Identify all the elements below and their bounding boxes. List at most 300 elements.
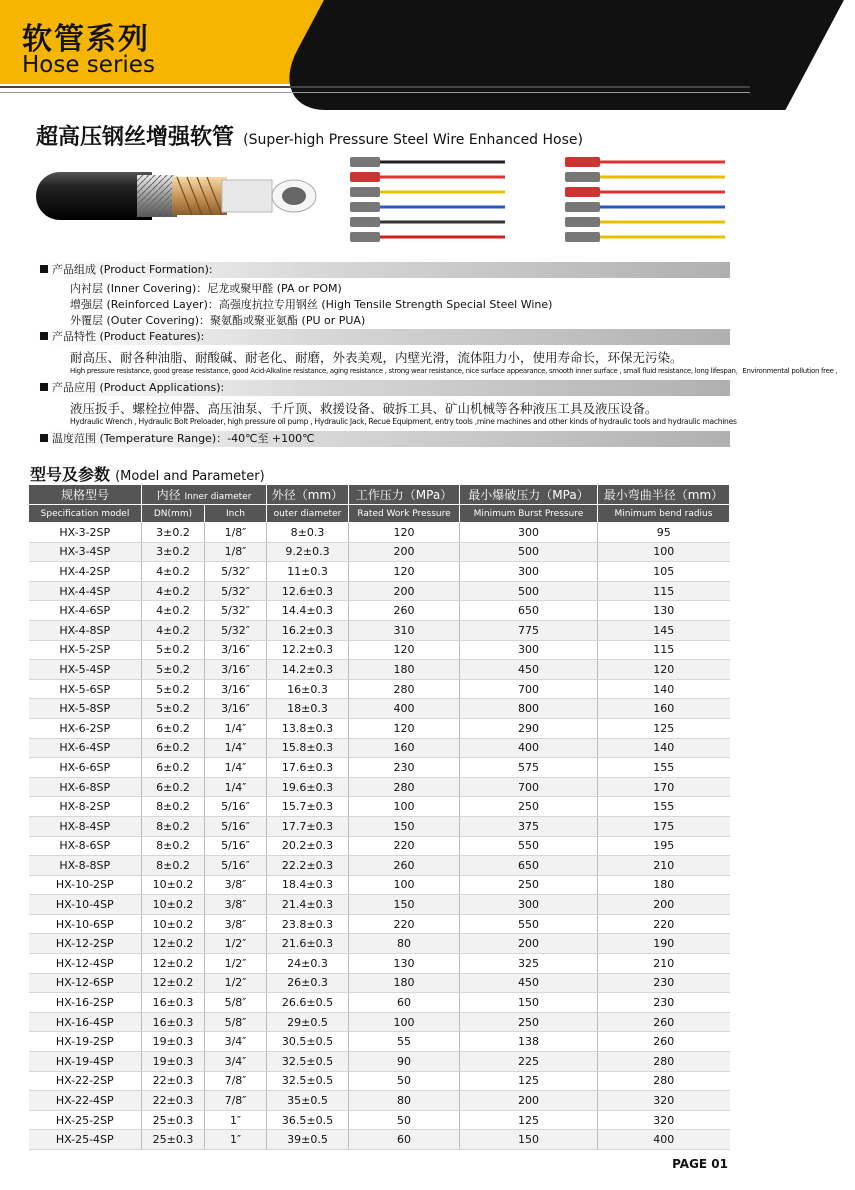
cell-model: HX-3-2SP: [29, 523, 142, 543]
cell-burst: 225: [460, 1052, 598, 1072]
cell-bend: 130: [598, 601, 730, 621]
cell-work: 60: [349, 993, 460, 1013]
cell-dn: 16±0.3: [142, 993, 205, 1013]
cell-model: HX-4-8SP: [29, 620, 142, 640]
cell-outer: 11±0.3: [267, 562, 349, 582]
cell-dn: 8±0.2: [142, 856, 205, 876]
cell-bend: 230: [598, 973, 730, 993]
cell-burst: 775: [460, 620, 598, 640]
cell-work: 220: [349, 836, 460, 856]
product-title: [36, 120, 583, 151]
cell-inch: 5/32″: [205, 620, 267, 640]
cell-dn: 3±0.2: [142, 542, 205, 562]
cell-bend: 105: [598, 562, 730, 582]
col-spec-cn: 规格型号: [29, 485, 142, 505]
cell-work: 120: [349, 640, 460, 660]
page-header: [0, 0, 750, 84]
cell-inch: 3/16″: [205, 699, 267, 719]
cell-outer: 15.7±0.3: [267, 797, 349, 817]
cell-dn: 19±0.3: [142, 1032, 205, 1052]
cell-dn: 8±0.2: [142, 836, 205, 856]
features-en: High pressure resistance, good grease resistance, good Acid-Alkaline resistance, aging resistance , strong wear resistance, nice surface appearance, smooth inner surface , small fluid resistance, long lifespan，Environmental pollution free ,: [70, 367, 838, 375]
cell-work: 80: [349, 934, 460, 954]
header-divider-thin: [0, 92, 750, 93]
cell-outer: 17.6±0.3: [267, 758, 349, 778]
model-section-title: [30, 462, 265, 485]
table-row: [29, 718, 730, 738]
hose-cutaway-image: [32, 160, 322, 232]
cell-outer: 35±0.5: [267, 1091, 349, 1111]
cell-bend: 280: [598, 1052, 730, 1072]
cell-work: 150: [349, 895, 460, 915]
cell-work: 100: [349, 797, 460, 817]
table-row: [29, 660, 730, 680]
cell-model: HX-8-6SP: [29, 836, 142, 856]
cell-model: HX-22-4SP: [29, 1091, 142, 1111]
col-outer-cn: 外径（mm）: [267, 485, 349, 505]
bullet-square-icon: [40, 434, 48, 442]
cell-burst: 500: [460, 542, 598, 562]
cell-bend: 180: [598, 875, 730, 895]
cell-outer: 36.5±0.5: [267, 1110, 349, 1130]
cell-bend: 170: [598, 777, 730, 797]
hose-assembly-image-1: [340, 150, 505, 250]
cell-bend: 100: [598, 542, 730, 562]
cell-model: HX-16-2SP: [29, 993, 142, 1013]
cell-dn: 12±0.2: [142, 954, 205, 974]
cell-outer: 12.6±0.3: [267, 581, 349, 601]
cell-model: HX-8-2SP: [29, 797, 142, 817]
cell-burst: 125: [460, 1110, 598, 1130]
col-spec-en: Specification model: [29, 505, 142, 523]
cell-inch: 1/2″: [205, 934, 267, 954]
cell-inch: 5/32″: [205, 562, 267, 582]
cell-inch: 5/16″: [205, 856, 267, 876]
section-temperature-title: 温度范围 (Temperature Range)：-40℃至 +100℃: [52, 432, 315, 445]
cell-dn: 25±0.3: [142, 1110, 205, 1130]
table-row: [29, 1032, 730, 1052]
cell-bend: 190: [598, 934, 730, 954]
parameter-table: [28, 484, 730, 1150]
cell-model: HX-12-4SP: [29, 954, 142, 974]
cell-outer: 14.4±0.3: [267, 601, 349, 621]
table-row: [29, 1130, 730, 1150]
cell-dn: 5±0.2: [142, 699, 205, 719]
cell-burst: 250: [460, 875, 598, 895]
cell-outer: 32.5±0.5: [267, 1052, 349, 1072]
cell-inch: 1″: [205, 1110, 267, 1130]
cell-burst: 450: [460, 973, 598, 993]
cell-model: HX-10-6SP: [29, 914, 142, 934]
cell-model: HX-19-4SP: [29, 1052, 142, 1072]
model-title-en: (Model and Parameter): [115, 469, 265, 484]
cell-work: 55: [349, 1032, 460, 1052]
cell-outer: 16±0.3: [267, 679, 349, 699]
cell-outer: 26±0.3: [267, 973, 349, 993]
table-row: [29, 523, 730, 543]
cell-work: 90: [349, 1052, 460, 1072]
table-row: [29, 1071, 730, 1091]
table-row: [29, 699, 730, 719]
cell-inch: 1/4″: [205, 777, 267, 797]
cell-inch: 5/32″: [205, 581, 267, 601]
cell-bend: 120: [598, 660, 730, 680]
cell-model: HX-6-4SP: [29, 738, 142, 758]
cell-outer: 17.7±0.3: [267, 816, 349, 836]
cell-work: 130: [349, 954, 460, 974]
cell-burst: 290: [460, 718, 598, 738]
cell-burst: 375: [460, 816, 598, 836]
cell-inch: 3/16″: [205, 679, 267, 699]
cell-outer: 30.5±0.5: [267, 1032, 349, 1052]
cell-bend: 260: [598, 1032, 730, 1052]
cell-outer: 23.8±0.3: [267, 914, 349, 934]
table-row: [29, 914, 730, 934]
cell-bend: 260: [598, 1012, 730, 1032]
cell-work: 280: [349, 679, 460, 699]
table-row: [29, 640, 730, 660]
col-dn: DN(mm): [142, 505, 205, 523]
col-burst-cn: 最小爆破压力（MPa）: [460, 485, 598, 505]
product-title-en: (Super-high Pressure Steel Wire Enhanced Hose): [243, 132, 583, 148]
cell-model: HX-12-2SP: [29, 934, 142, 954]
cell-bend: 320: [598, 1110, 730, 1130]
cell-dn: 6±0.2: [142, 718, 205, 738]
cell-burst: 300: [460, 523, 598, 543]
col-inner-en: Inner diameter: [184, 492, 252, 502]
cell-inch: 5/8″: [205, 993, 267, 1013]
bullet-square-icon: [40, 332, 48, 340]
table-row: [29, 934, 730, 954]
cell-burst: 300: [460, 895, 598, 915]
cell-outer: 32.5±0.5: [267, 1071, 349, 1091]
cell-inch: 7/8″: [205, 1091, 267, 1111]
table-row: [29, 875, 730, 895]
cell-outer: 16.2±0.3: [267, 620, 349, 640]
col-burst-en: Minimum Burst Pressure: [460, 505, 598, 523]
cell-dn: 12±0.2: [142, 973, 205, 993]
cell-work: 100: [349, 1012, 460, 1032]
cell-work: 310: [349, 620, 460, 640]
cell-inch: 5/16″: [205, 836, 267, 856]
cell-work: 50: [349, 1110, 460, 1130]
applications-cn: 液压扳手、螺栓拉伸器、高压油泵、千斤顶、救援设备、破拆工具、矿山机械等各种液压工具及液压设备。: [70, 401, 658, 416]
col-work-en: Rated Work Pressure: [349, 505, 460, 523]
cell-inch: 1/4″: [205, 738, 267, 758]
cell-inch: 5/32″: [205, 601, 267, 621]
cell-burst: 575: [460, 758, 598, 778]
col-inner-cn: 内径: [156, 488, 181, 502]
table-row: [29, 601, 730, 621]
cell-model: HX-3-4SP: [29, 542, 142, 562]
cell-burst: 500: [460, 581, 598, 601]
cell-model: HX-5-4SP: [29, 660, 142, 680]
cell-model: HX-5-8SP: [29, 699, 142, 719]
cell-burst: 200: [460, 1091, 598, 1111]
cell-work: 400: [349, 699, 460, 719]
cell-model: HX-8-8SP: [29, 856, 142, 876]
cell-burst: 400: [460, 738, 598, 758]
cell-dn: 12±0.2: [142, 934, 205, 954]
section-formation-title: 产品组成 (Product Formation):: [52, 263, 213, 276]
table-row: [29, 816, 730, 836]
cell-inch: 1″: [205, 1130, 267, 1150]
table-row: [29, 562, 730, 582]
header-title-en: Hose series: [22, 52, 155, 78]
cell-bend: 115: [598, 581, 730, 601]
cell-burst: 450: [460, 660, 598, 680]
col-bend-en: Minimum bend radius: [598, 505, 730, 523]
cell-work: 160: [349, 738, 460, 758]
cell-burst: 800: [460, 699, 598, 719]
cell-dn: 19±0.3: [142, 1052, 205, 1072]
cell-model: HX-25-4SP: [29, 1130, 142, 1150]
cell-model: HX-4-2SP: [29, 562, 142, 582]
table-row: [29, 895, 730, 915]
cell-burst: 125: [460, 1071, 598, 1091]
cell-burst: 300: [460, 562, 598, 582]
cell-dn: 22±0.3: [142, 1071, 205, 1091]
cell-inch: 3/16″: [205, 660, 267, 680]
model-title-cn: 型号及参数: [30, 465, 111, 484]
cell-work: 80: [349, 1091, 460, 1111]
cell-burst: 150: [460, 993, 598, 1013]
cell-burst: 550: [460, 836, 598, 856]
cell-burst: 138: [460, 1032, 598, 1052]
cell-inch: 3/8″: [205, 914, 267, 934]
table-row: [29, 581, 730, 601]
cell-outer: 29±0.5: [267, 1012, 349, 1032]
cell-work: 120: [349, 523, 460, 543]
applications-en: Hydraulic Wrench , Hydraulic Bolt Preloader, high pressure oil pump , Hydraulic Jack, Recue Equipment, entry tools ,mine machines and other kinds of hydraulic tools and hydraulic machines: [70, 417, 737, 426]
table-body: [29, 523, 730, 1150]
cell-outer: 22.2±0.3: [267, 856, 349, 876]
cell-work: 260: [349, 856, 460, 876]
cell-bend: 220: [598, 914, 730, 934]
section-features-title: 产品特性 (Product Features):: [52, 330, 205, 343]
table-row: [29, 993, 730, 1013]
cell-outer: 26.6±0.5: [267, 993, 349, 1013]
cell-inch: 7/8″: [205, 1071, 267, 1091]
cell-bend: 160: [598, 699, 730, 719]
cell-dn: 5±0.2: [142, 679, 205, 699]
cell-work: 200: [349, 581, 460, 601]
formation-outer: 外覆层 (Outer Covering)：聚氨酯或聚亚氨酯 (PU or PUA): [70, 314, 366, 327]
table-row: [29, 1091, 730, 1111]
features-cn: 耐高压、耐各种油脂、耐酸碱、耐老化、耐磨，外表美观，内壁光滑，流体阻力小，使用寿命长，环保无污染。: [70, 350, 683, 365]
cell-model: HX-4-4SP: [29, 581, 142, 601]
cell-inch: 3/8″: [205, 875, 267, 895]
cell-bend: 175: [598, 816, 730, 836]
col-outer-en: outer diameter: [267, 505, 349, 523]
cell-work: 120: [349, 562, 460, 582]
bullet-square-icon: [40, 265, 48, 273]
cell-dn: 5±0.2: [142, 660, 205, 680]
cell-inch: 1/2″: [205, 954, 267, 974]
section-formation-bar: [36, 262, 730, 278]
cell-burst: 700: [460, 777, 598, 797]
cell-outer: 39±0.5: [267, 1130, 349, 1150]
cell-outer: 20.2±0.3: [267, 836, 349, 856]
cell-dn: 16±0.3: [142, 1012, 205, 1032]
cell-bend: 230: [598, 993, 730, 1013]
cell-bend: 155: [598, 797, 730, 817]
cell-model: HX-25-2SP: [29, 1110, 142, 1130]
col-inch: Inch: [205, 505, 267, 523]
cell-model: HX-8-4SP: [29, 816, 142, 836]
cell-burst: 650: [460, 601, 598, 621]
table-row: [29, 973, 730, 993]
cell-outer: 15.8±0.3: [267, 738, 349, 758]
cell-burst: 550: [460, 914, 598, 934]
cell-work: 120: [349, 718, 460, 738]
cell-inch: 5/16″: [205, 797, 267, 817]
cell-dn: 10±0.2: [142, 875, 205, 895]
cell-inch: 1/2″: [205, 973, 267, 993]
cell-model: HX-6-6SP: [29, 758, 142, 778]
table-row: [29, 856, 730, 876]
cell-inch: 3/8″: [205, 895, 267, 915]
cell-work: 200: [349, 542, 460, 562]
table-row: [29, 1052, 730, 1072]
header-title-cn: 软管系列: [22, 22, 150, 57]
cell-bend: 155: [598, 758, 730, 778]
cell-model: HX-12-6SP: [29, 973, 142, 993]
cell-bend: 210: [598, 954, 730, 974]
cell-dn: 6±0.2: [142, 758, 205, 778]
header-divider: [0, 86, 750, 88]
table-row: [29, 777, 730, 797]
header-black-swoosh: [265, 0, 854, 110]
table-row: [29, 738, 730, 758]
cell-model: HX-10-2SP: [29, 875, 142, 895]
cell-work: 150: [349, 816, 460, 836]
cell-dn: 10±0.2: [142, 895, 205, 915]
cell-bend: 195: [598, 836, 730, 856]
cell-dn: 8±0.2: [142, 816, 205, 836]
cell-work: 60: [349, 1130, 460, 1150]
cell-model: HX-22-2SP: [29, 1071, 142, 1091]
section-features-bar: [36, 329, 730, 345]
cell-bend: 210: [598, 856, 730, 876]
table-row: [29, 620, 730, 640]
cell-bend: 95: [598, 523, 730, 543]
cell-dn: 4±0.2: [142, 601, 205, 621]
table-row: [29, 954, 730, 974]
cell-bend: 115: [598, 640, 730, 660]
col-bend-cn: 最小弯曲半径（mm）: [598, 485, 730, 505]
cell-dn: 6±0.2: [142, 738, 205, 758]
cell-outer: 8±0.3: [267, 523, 349, 543]
cell-burst: 650: [460, 856, 598, 876]
cell-burst: 200: [460, 934, 598, 954]
table-row: [29, 1012, 730, 1032]
col-work-cn: 工作压力（MPa）: [349, 485, 460, 505]
cell-work: 260: [349, 601, 460, 621]
cell-outer: 24±0.3: [267, 954, 349, 974]
cell-inch: 1/8″: [205, 523, 267, 543]
cell-outer: 21.6±0.3: [267, 934, 349, 954]
cell-dn: 6±0.2: [142, 777, 205, 797]
cell-work: 180: [349, 973, 460, 993]
cell-burst: 250: [460, 1012, 598, 1032]
cell-outer: 18.4±0.3: [267, 875, 349, 895]
cell-model: HX-5-6SP: [29, 679, 142, 699]
cell-dn: 3±0.2: [142, 523, 205, 543]
cell-dn: 4±0.2: [142, 562, 205, 582]
cell-outer: 18±0.3: [267, 699, 349, 719]
cell-work: 280: [349, 777, 460, 797]
cell-inch: 3/4″: [205, 1032, 267, 1052]
cell-bend: 320: [598, 1091, 730, 1111]
table-row: [29, 758, 730, 778]
cell-outer: 13.8±0.3: [267, 718, 349, 738]
section-temperature-bar: [36, 431, 730, 447]
cell-dn: 4±0.2: [142, 581, 205, 601]
cell-outer: 21.4±0.3: [267, 895, 349, 915]
cell-inch: 1/8″: [205, 542, 267, 562]
cell-work: 100: [349, 875, 460, 895]
cell-bend: 145: [598, 620, 730, 640]
cell-inch: 1/4″: [205, 718, 267, 738]
hose-assembly-image-2: [555, 150, 725, 250]
cell-dn: 4±0.2: [142, 620, 205, 640]
cell-work: 220: [349, 914, 460, 934]
cell-burst: 300: [460, 640, 598, 660]
cell-model: HX-6-2SP: [29, 718, 142, 738]
table-row: [29, 797, 730, 817]
cell-dn: 8±0.2: [142, 797, 205, 817]
cell-inch: 5/16″: [205, 816, 267, 836]
cell-outer: 9.2±0.3: [267, 542, 349, 562]
cell-dn: 5±0.2: [142, 640, 205, 660]
cell-outer: 19.6±0.3: [267, 777, 349, 797]
cell-dn: 25±0.3: [142, 1130, 205, 1150]
cell-burst: 250: [460, 797, 598, 817]
cell-bend: 125: [598, 718, 730, 738]
section-applications-title: 产品应用 (Product Applications):: [52, 381, 225, 394]
cell-model: HX-5-2SP: [29, 640, 142, 660]
cell-model: HX-6-8SP: [29, 777, 142, 797]
table-row: [29, 679, 730, 699]
cell-burst: 325: [460, 954, 598, 974]
cell-outer: 12.2±0.3: [267, 640, 349, 660]
cell-bend: 280: [598, 1071, 730, 1091]
cell-model: HX-19-2SP: [29, 1032, 142, 1052]
cell-model: HX-4-6SP: [29, 601, 142, 621]
section-applications-bar: [36, 380, 730, 396]
cell-inch: 5/8″: [205, 1012, 267, 1032]
cell-work: 50: [349, 1071, 460, 1091]
cell-inch: 3/16″: [205, 640, 267, 660]
bullet-square-icon: [40, 383, 48, 391]
cell-model: HX-16-4SP: [29, 1012, 142, 1032]
cell-bend: 200: [598, 895, 730, 915]
cell-burst: 700: [460, 679, 598, 699]
table-row: [29, 836, 730, 856]
cell-inch: 1/4″: [205, 758, 267, 778]
product-title-cn: 超高压钢丝增强软管: [36, 125, 235, 150]
cell-bend: 140: [598, 738, 730, 758]
table-row: [29, 1110, 730, 1130]
cell-burst: 150: [460, 1130, 598, 1150]
cell-work: 180: [349, 660, 460, 680]
cell-bend: 140: [598, 679, 730, 699]
cell-dn: 10±0.2: [142, 914, 205, 934]
cell-outer: 14.2±0.3: [267, 660, 349, 680]
cell-model: HX-10-4SP: [29, 895, 142, 915]
page-number: PAGE 01: [672, 1157, 728, 1171]
